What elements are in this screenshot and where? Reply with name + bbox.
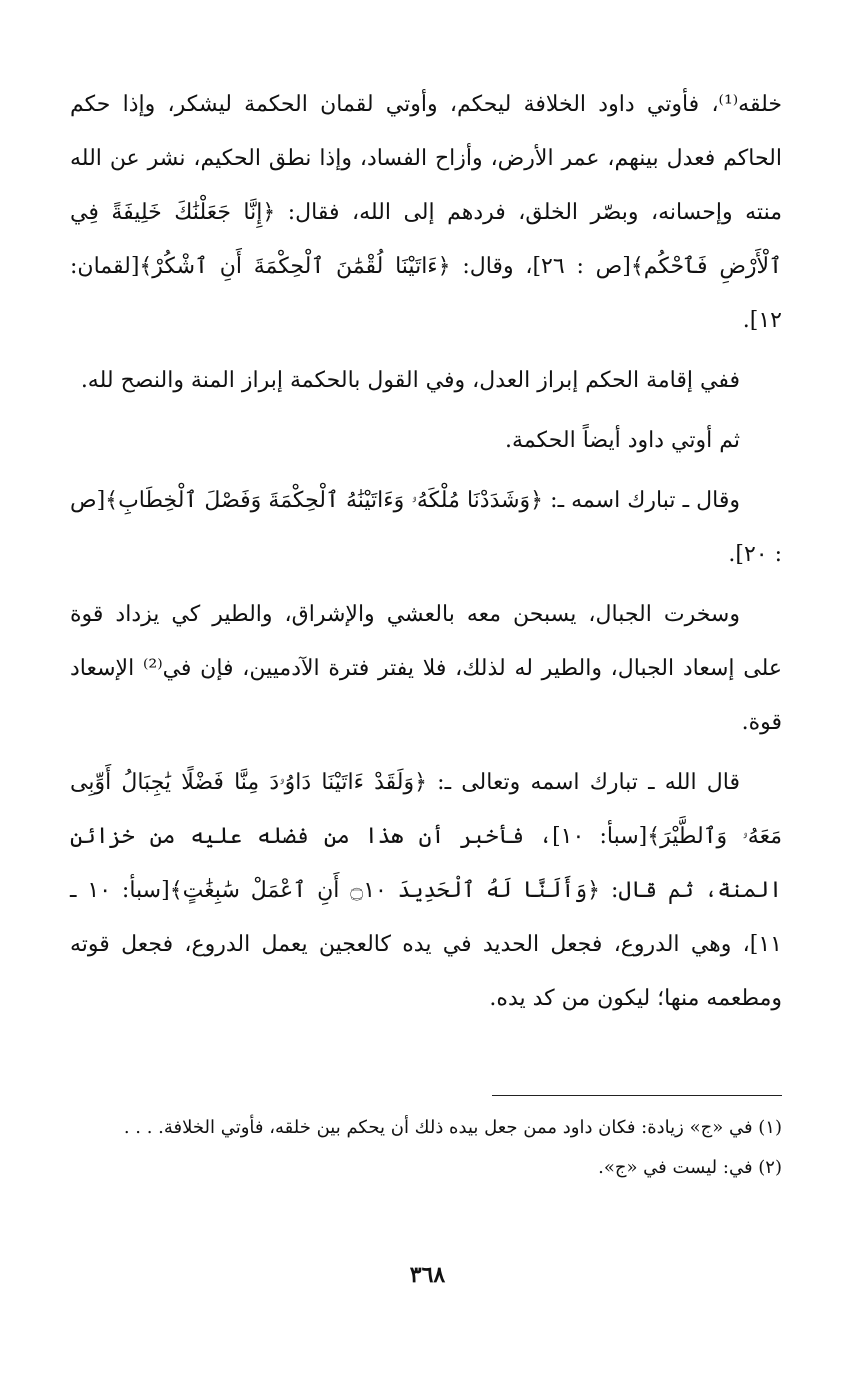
footnote-1: (١) في «ج» زيادة: فكان داود ممن جعل بيده ذلك أن يحكم بين خلقه، فأوتي الخلافة. . . . [123, 1117, 782, 1138]
footnote-separator [492, 1095, 782, 1096]
paragraph-3: ثم أوتي داود أيضاً الحكمة. [505, 428, 740, 453]
footnotes [70, 1110, 782, 1190]
footnote-2: (٢) في: ليست في «ج». [598, 1157, 782, 1178]
paragraph-1: خلقه⁽¹⁾، فأوتي داود الخلافة ليحكم، وأوتي لقمان الحكمة ليشكر، وإذا حكم الحاكم فعدل بينهم، عمر الأرض، وأزاح الفساد، وإذا نطق الحكيم، نشر عن الله منته وإحسانه، وبصّر الخلق، فردهم إلى الله، فقال: ﴿إِنَّا جَعَلْنَٰكَ خَلِيفَةً فِي ٱلْأَرْضِ فَٱحْكُم﴾[ص : ٢٦]، وقال: ﴿ءَاتَيْنَا لُقْمَٰنَ ٱلْحِكْمَةَ أَنِ ٱشْكُرْ﴾[لقمان: ١٢]. [70, 92, 782, 333]
paragraph-6: قال الله ـ تبارك اسمه وتعالى ـ: ﴿وَلَقَدْ ءَاتَيْنَا دَاوُۥدَ مِنَّا فَضْلًا يَٰجِبَالُ أَوِّبِى مَعَهُۥ وَٱلطَّيْرَ﴾[سبأ: ١٠]، فأخبر أن هذا من فضله عليه من خزائن المنة، ثم قال: ﴿وَأَلَنَّا لَهُ ٱلْحَدِيدَ ۝١٠ أَنِ ٱعْمَلْ سَٰبِغَٰتٍ﴾[سبأ: ١٠ ـ ١١]، وهي الدروع، فجعل الحديد في يده كالعجين يعمل الدروع، فجعل قوته ومطعمه منها؛ ليكون من كد يده. [70, 770, 782, 1011]
paragraph-2: ففي إقامة الحكم إبراز العدل، وفي القول بالحكمة إبراز المنة والنصح لله. [80, 368, 740, 393]
page-number: ٣٦٨ [409, 1262, 446, 1288]
paragraph-4: وقال ـ تبارك اسمه ـ: ﴿وَشَدَدْنَا مُلْكَهُۥ وَءَاتَيْنَٰهُ ٱلْحِكْمَةَ وَفَصْلَ ٱلْخِطَابِ﴾[ص : ٢٠]. [70, 488, 782, 567]
paragraph-5: وسخرت الجبال، يسبحن معه بالعشي والإشراق، والطير كي يزداد قوة على إسعاد الجبال، والطير له لذلك، فلا يفتر فترة الآدميين، فإن في⁽²⁾ الإسعاد قوة. [70, 602, 783, 735]
page-body [70, 78, 782, 1032]
